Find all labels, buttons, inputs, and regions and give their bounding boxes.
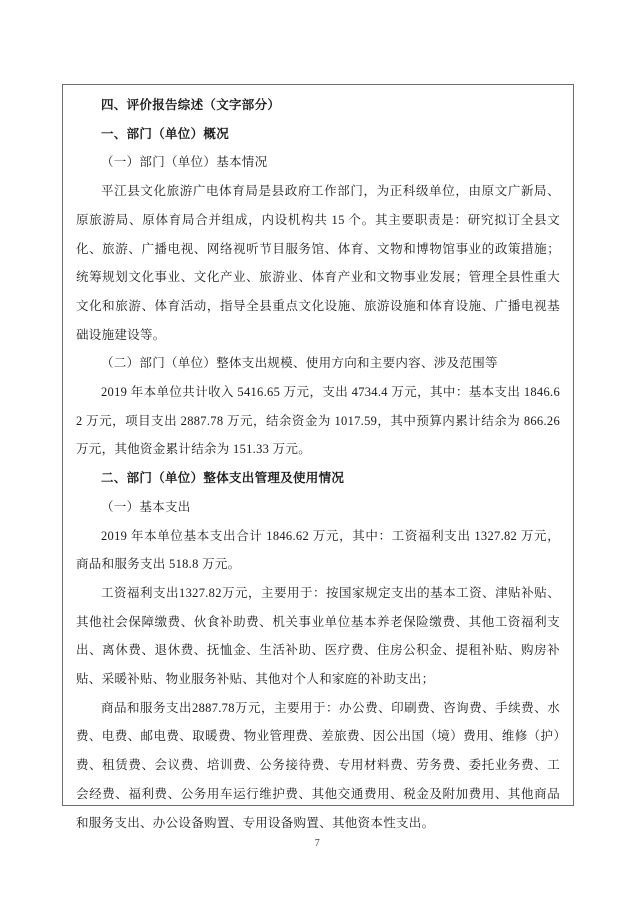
- document-frame: [62, 84, 574, 830]
- paragraph: 工资福利支出1327.82万元，主要用于：按国家规定支出的基本工资、津贴补贴、其他社会保障缴费、伙食补助费、机关事业单位基本养老保险缴费、其他工资福利支出、离休费、退休费、抚恤金、生活补助、医疗费、住房公积金、提租补贴、购房补贴、采暖补贴、物业服务补贴、其他对个人和家庭的补助支出；: [76, 585, 560, 687]
- paragraph: 四、评价报告综述（文字部分）: [101, 98, 281, 112]
- paragraph: 二、部门（单位）整体支出管理及使用情况: [101, 471, 345, 486]
- paragraph: 2019 年本单位基本支出合计 1846.62 万元，其中：工资福利支出 1327.82 万元，商品和服务支出 518.8 万元。: [76, 528, 560, 572]
- paragraph: （一）基本支出: [101, 499, 191, 514]
- page-number: 7: [314, 838, 321, 849]
- paragraph: 平江县文化旅游广电体育局是县政府工作部门，为正科级单位，由原文广新局、原旅游局、原体育局合并组成，内设机构共 15 个。其主要职责是：研究拟订全县文化、旅游、广播电视、网络视听节目服务馆、体育、文物和博物馆事业的政策措施；统筹规划文化事业、文化产业、旅游业、体育产业和文物事业发展；管理全县性重大文化和旅游、体育活动，指导全县重点文化设施、旅游设施和体育设施、广播电视基础设施建设等。: [76, 184, 560, 342]
- paragraph: 一、部门（单位）概况: [101, 126, 230, 141]
- paragraph: 2019 年本单位共计收入 5416.65 万元，支出 4734.4 万元，其中：基本支出 1846.62 万元，项目支出 2887.78 万元，结余资金为 1017.59，其中预算内累计结余为 866.26 万元，其他资金累计结余为 151.33 万元。: [76, 385, 560, 457]
- paragraph: （一）部门（单位）基本情况: [101, 155, 268, 170]
- paragraph: （二）部门（单位）整体支出规模、使用方向和主要内容、涉及范围等: [101, 356, 498, 371]
- paragraph: 商品和服务支出2887.78万元，主要用于：办公费、印刷费、咨询费、手续费、水费、电费、邮电费、取暖费、物业管理费、差旅费、因公出国（境）费用、维修（护）费、租赁费、会议费、培训费、公务接待费、专用材料费、劳务费、委托业务费、工会经费、福利费、公务用车运行维护费、其他交通费用、税金及附加费用、其他商品和服务支出、办公设备购置、专用设备购置、其他资本性支出。: [76, 700, 560, 830]
- document-body: [76, 91, 560, 837]
